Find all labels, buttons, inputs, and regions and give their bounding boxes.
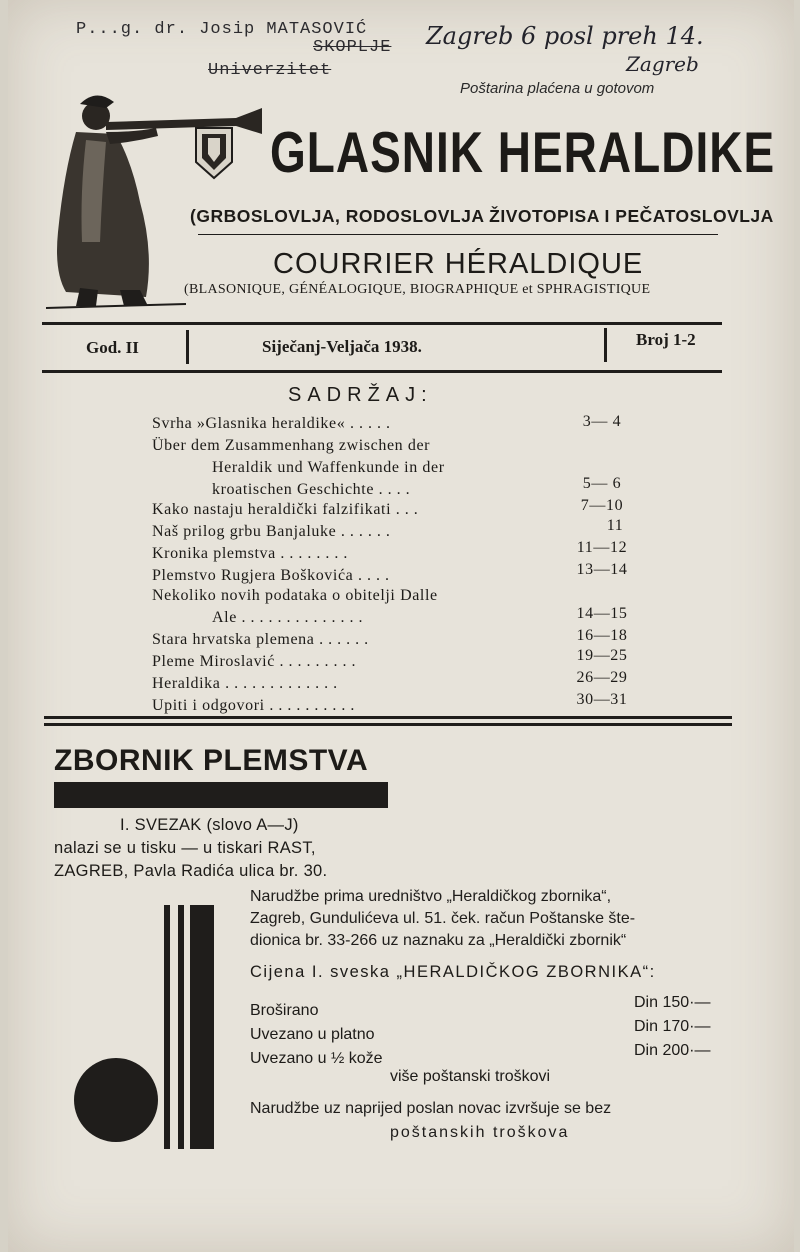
ad-decor-bar <box>178 905 184 1149</box>
price-heading: Cijena I. sveska „HERALDIČKOG ZBORNIKA“: <box>250 963 656 981</box>
journal-cover-page <box>8 0 794 1252</box>
toc-item: Heraldika ............. <box>152 675 343 692</box>
toc-item: Svrha »Glasnika heraldike« ..... <box>152 415 395 432</box>
prepay-line-2: poštanskih troškova <box>390 1124 570 1141</box>
toc-item: Upiti i odgovori .......... <box>152 697 360 714</box>
price-label: Uvezano u platno <box>250 1026 375 1043</box>
postage-extra-note: više poštanski troškovi <box>390 1068 551 1085</box>
toc-item: Stara hrvatska plemena ...... <box>152 631 374 648</box>
orders-line-2: Zagreb, Gundulićeva ul. 51. ček. račun Poštanske šte- <box>250 910 636 927</box>
toc-item: Kako nastaju heraldički falzifikati ... <box>152 501 423 518</box>
toc-pages: 14—15 <box>576 605 628 622</box>
issue-number: Broj 1-2 <box>636 330 696 349</box>
handwritten-forwarding-note: Zagreb 6 posl preh 14. <box>426 22 704 50</box>
struck-city: SKOPLJE <box>313 38 392 57</box>
ad-decor-circle <box>74 1058 158 1142</box>
price-label: Broširano <box>250 1002 319 1019</box>
toc-item: Nekoliko novih podataka o obitelji Dalle <box>152 587 438 604</box>
issue-bar-divider-left <box>186 330 189 364</box>
toc-pages: 13—14 <box>576 561 628 578</box>
toc-pages: 3— 4 <box>582 413 622 430</box>
toc-pages: 30—31 <box>576 691 628 708</box>
toc-pages: 7—10 <box>580 497 624 514</box>
zbornik-printing-line: nalazi se u tisku — u tiskari RAST, <box>54 839 316 857</box>
ad-decor-bar <box>190 905 214 1149</box>
toc-pages: 11—12 <box>576 539 628 556</box>
journal-subtitle: (GRBOSLOVLJA, RODOSLOVLJA ŽIVOTOPISA I PEČATOSLOVLJA <box>190 206 774 226</box>
issue-date: Siječanj-Veljača 1938. <box>262 337 422 356</box>
toc-item-continuation: Heraldik und Waffenkunde in der <box>212 459 445 476</box>
zbornik-volume-line: I. SVEZAK (slovo A—J) <box>120 816 299 834</box>
contents-heading: SADRŽAJ: <box>288 384 433 406</box>
struck-institution: Univerzitet <box>208 61 332 80</box>
price-label: Uvezano u ½ kože <box>250 1050 383 1067</box>
price-value: Din 150·— <box>634 994 711 1011</box>
toc-pages: 5— 6 <box>582 475 622 492</box>
toc-item: Naš prilog grbu Banjaluke ...... <box>152 523 395 540</box>
table-of-contents <box>152 414 752 714</box>
toc-item: Plemstvo Rugjera Boškovića .... <box>152 567 394 584</box>
zbornik-title-bar <box>54 782 388 808</box>
recipient-line: P...g. dr. Josip MATASOVIĆ <box>76 20 368 39</box>
zbornik-title: ZBORNIK PLEMSTVA <box>54 744 369 777</box>
postage-note: Poštarina plaćena u gotovom <box>460 80 655 97</box>
journal-subtitle-french: (BLASONIQUE, GÉNÉALOGIQUE, BIOGRAPHIQUE et SPHRAGISTIQUE <box>184 282 651 297</box>
toc-pages: 26—29 <box>576 669 628 686</box>
toc-pages: 16—18 <box>576 627 628 644</box>
price-value: Din 200·— <box>634 1042 711 1059</box>
zbornik-printing-address: ZAGREB, Pavla Radića ulica br. 30. <box>54 862 328 880</box>
journal-title: GLASNIK HERALDIKE <box>270 119 776 185</box>
issue-bar-top-rule <box>42 322 722 325</box>
price-value: Din 170·— <box>634 1018 711 1035</box>
journal-title-french: COURRIER HÉRALDIQUE <box>273 248 644 280</box>
toc-pages: 11 <box>606 517 624 534</box>
section-divider-rule <box>44 716 732 719</box>
ad-decor-bar <box>164 905 170 1149</box>
orders-line-3: dionica br. 33-266 uz naznaku za „Heraldički zbornik“ <box>250 932 627 949</box>
orders-line-1: Narudžbe prima uredništvo „Heraldičkog zbornika“, <box>250 888 612 905</box>
toc-item: Pleme Miroslavić ......... <box>152 653 361 670</box>
toc-item-continuation: kroatischen Geschichte .... <box>212 481 415 498</box>
issue-year: God. II <box>86 338 139 357</box>
toc-item: Über dem Zusammenhang zwischen der <box>152 437 431 454</box>
toc-item: Kronika plemstva ........ <box>152 545 353 562</box>
issue-bar-bottom-rule <box>42 370 722 373</box>
section-divider-rule <box>44 723 732 726</box>
handwritten-city: Zagreb <box>626 52 699 76</box>
toc-pages: 19—25 <box>576 647 628 664</box>
masthead-thin-rule <box>198 234 718 235</box>
issue-bar-divider-right <box>604 328 607 362</box>
toc-item-continuation: Ale .............. <box>212 609 368 626</box>
prepay-line-1: Narudžbe uz naprijed poslan novac izvršuje se bez <box>250 1100 612 1117</box>
